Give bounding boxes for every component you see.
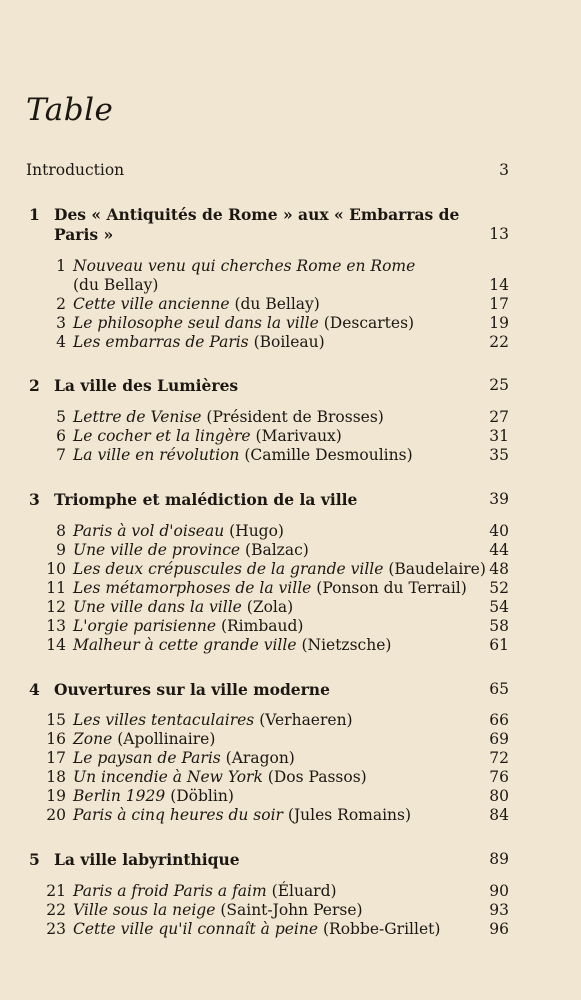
chapter-number: 3 [29, 490, 40, 509]
entry-author: (Apollinaire) [117, 730, 216, 748]
entry-title: Cette ville ancienne [73, 295, 230, 313]
chapter-page: 89 [489, 850, 509, 868]
entry-author: (Camille Desmoulins) [244, 446, 413, 464]
entry-page: 58 [489, 617, 509, 635]
entry-number: 22 [46, 901, 66, 919]
entry-title: Les villes tentaculaires [73, 711, 255, 729]
entry-author: (Éluard) [271, 882, 337, 900]
entry-number: 15 [46, 711, 66, 729]
entry-page: 80 [489, 787, 509, 805]
chapter-number: 5 [29, 850, 40, 869]
entry-number: 13 [46, 617, 66, 635]
entry-number: 9 [56, 541, 66, 559]
entry-title: Paris à vol d'oiseau [73, 522, 225, 540]
entry-title: Paris a froid Paris a faim [73, 882, 267, 900]
entry-title: Le paysan de Paris [73, 749, 221, 767]
entry-title: Les métamorphoses de la ville [73, 579, 312, 597]
chapter-title: La ville des Lumières [54, 376, 239, 395]
entry-page: 31 [489, 427, 509, 445]
entry-number: 10 [46, 560, 66, 578]
entry-number: 5 [56, 408, 66, 426]
entry-page: 66 [489, 711, 509, 729]
entry-title: L'orgie parisienne [73, 617, 217, 635]
entry-page: 22 [489, 333, 509, 351]
entry-author: (Descartes) [323, 314, 415, 332]
entry-page: 90 [489, 882, 509, 900]
entry-page: 40 [489, 522, 509, 540]
entry-number: 1 [56, 257, 66, 275]
entry-number: 14 [46, 636, 66, 654]
entry-title: Les embarras de Paris [73, 333, 249, 351]
entry-page: 19 [489, 314, 509, 332]
chapter-title: La ville labyrinthique [54, 850, 240, 869]
entry-page: 48 [489, 560, 509, 578]
entry-number: 4 [56, 333, 66, 351]
entry-page: 54 [489, 598, 509, 616]
entry-page: 52 [489, 579, 509, 597]
entry-page: 76 [489, 768, 509, 786]
entry-number: 21 [46, 882, 66, 900]
entry-title: Le cocher et la lingère [73, 427, 251, 445]
entry-number: 3 [56, 314, 66, 332]
entry-author: (Boileau) [253, 333, 325, 351]
entry-page: 14 [489, 276, 509, 294]
entry-page: 93 [489, 901, 509, 919]
entry-author: (Zola) [246, 598, 294, 616]
entry-page: 96 [489, 920, 509, 938]
entry-number: 6 [56, 427, 66, 445]
entry-author: (Saint-John Perse) [220, 901, 363, 919]
entry-author: (Nietzsche) [301, 636, 392, 654]
entry-number: 8 [56, 522, 66, 540]
entry-page: 84 [489, 806, 509, 824]
entry-title: Lettre de Venise [73, 408, 202, 426]
entry-title: La ville en révolution [73, 446, 240, 464]
entry-number: 19 [46, 787, 66, 805]
entry-page: 61 [489, 636, 509, 654]
chapter-title: Paris » [54, 225, 114, 244]
chapter-number: 2 [29, 376, 40, 395]
entry-page: 27 [489, 408, 509, 426]
entry-author: (Dos Passos) [267, 768, 367, 786]
entry-title: Une ville dans la ville [73, 598, 242, 616]
entry-title: Zone [73, 730, 113, 748]
entry-number: 18 [46, 768, 66, 786]
entry-page: 69 [489, 730, 509, 748]
chapter-title: Des « Antiquités de Rome » aux « Embarras de [54, 205, 460, 224]
entry-author: (Rimbaud) [220, 617, 304, 635]
entry-number: 17 [46, 749, 66, 767]
entry-title: Un incendie à New York [73, 768, 263, 786]
entry-title: Paris à cinq heures du soir [73, 806, 283, 824]
chapter-page: 13 [489, 225, 509, 243]
entry-author: (Döblin) [170, 787, 234, 805]
entry-title: Berlin 1929 [73, 787, 166, 805]
entry-title: Cette ville qu'il connaît à peine [73, 920, 319, 938]
entry-author: (du Bellay) [73, 276, 159, 294]
entry-title: Nouveau venu qui cherches Rome en Rome [73, 257, 416, 275]
chapter-page: 25 [489, 376, 509, 394]
entry-title: Malheur à cette grande ville [73, 636, 297, 654]
entry-author: (Verhaeren) [259, 711, 353, 729]
entry-author: (du Bellay) [234, 295, 320, 313]
introduction-label: Introduction [26, 161, 125, 179]
chapter-number: 4 [29, 680, 40, 699]
entry-author: (Aragon) [225, 749, 295, 767]
entry-author: (Robbe-Grillet) [322, 920, 441, 938]
entry-author: (Ponson du Terrail) [316, 579, 467, 597]
entry-author: (Président de Brosses) [206, 408, 384, 426]
introduction-page: 3 [499, 161, 509, 179]
entry-page: 72 [489, 749, 509, 767]
chapter-title: Triomphe et malédiction de la ville [54, 490, 358, 509]
entry-number: 23 [46, 920, 66, 938]
entry-number: 2 [56, 295, 66, 313]
entry-number: 16 [46, 730, 66, 748]
entry-number: 7 [56, 446, 66, 464]
entry-author: (Balzac) [245, 541, 309, 559]
entry-author: (Jules Romains) [287, 806, 412, 824]
entry-title: Les deux crépuscules de la grande ville [73, 560, 384, 578]
entry-number: 11 [46, 579, 66, 597]
entry-author: (Marivaux) [255, 427, 342, 445]
entry-title: Ville sous la neige [73, 901, 216, 919]
entry-title: Une ville de province [73, 541, 241, 559]
chapter-number: 1 [29, 205, 40, 224]
entry-author: (Hugo) [229, 522, 284, 540]
entry-page: 17 [489, 295, 509, 313]
entry-number: 12 [46, 598, 66, 616]
entry-page: 44 [489, 541, 509, 559]
entry-page: 35 [489, 446, 509, 464]
entry-title: Le philosophe seul dans la ville [73, 314, 319, 332]
chapter-title: Ouvertures sur la ville moderne [54, 680, 330, 699]
page-title: Table [26, 92, 114, 128]
chapter-page: 65 [489, 680, 509, 698]
chapter-page: 39 [489, 490, 509, 508]
entry-number: 20 [46, 806, 66, 824]
entry-author: (Baudelaire) [388, 560, 486, 578]
